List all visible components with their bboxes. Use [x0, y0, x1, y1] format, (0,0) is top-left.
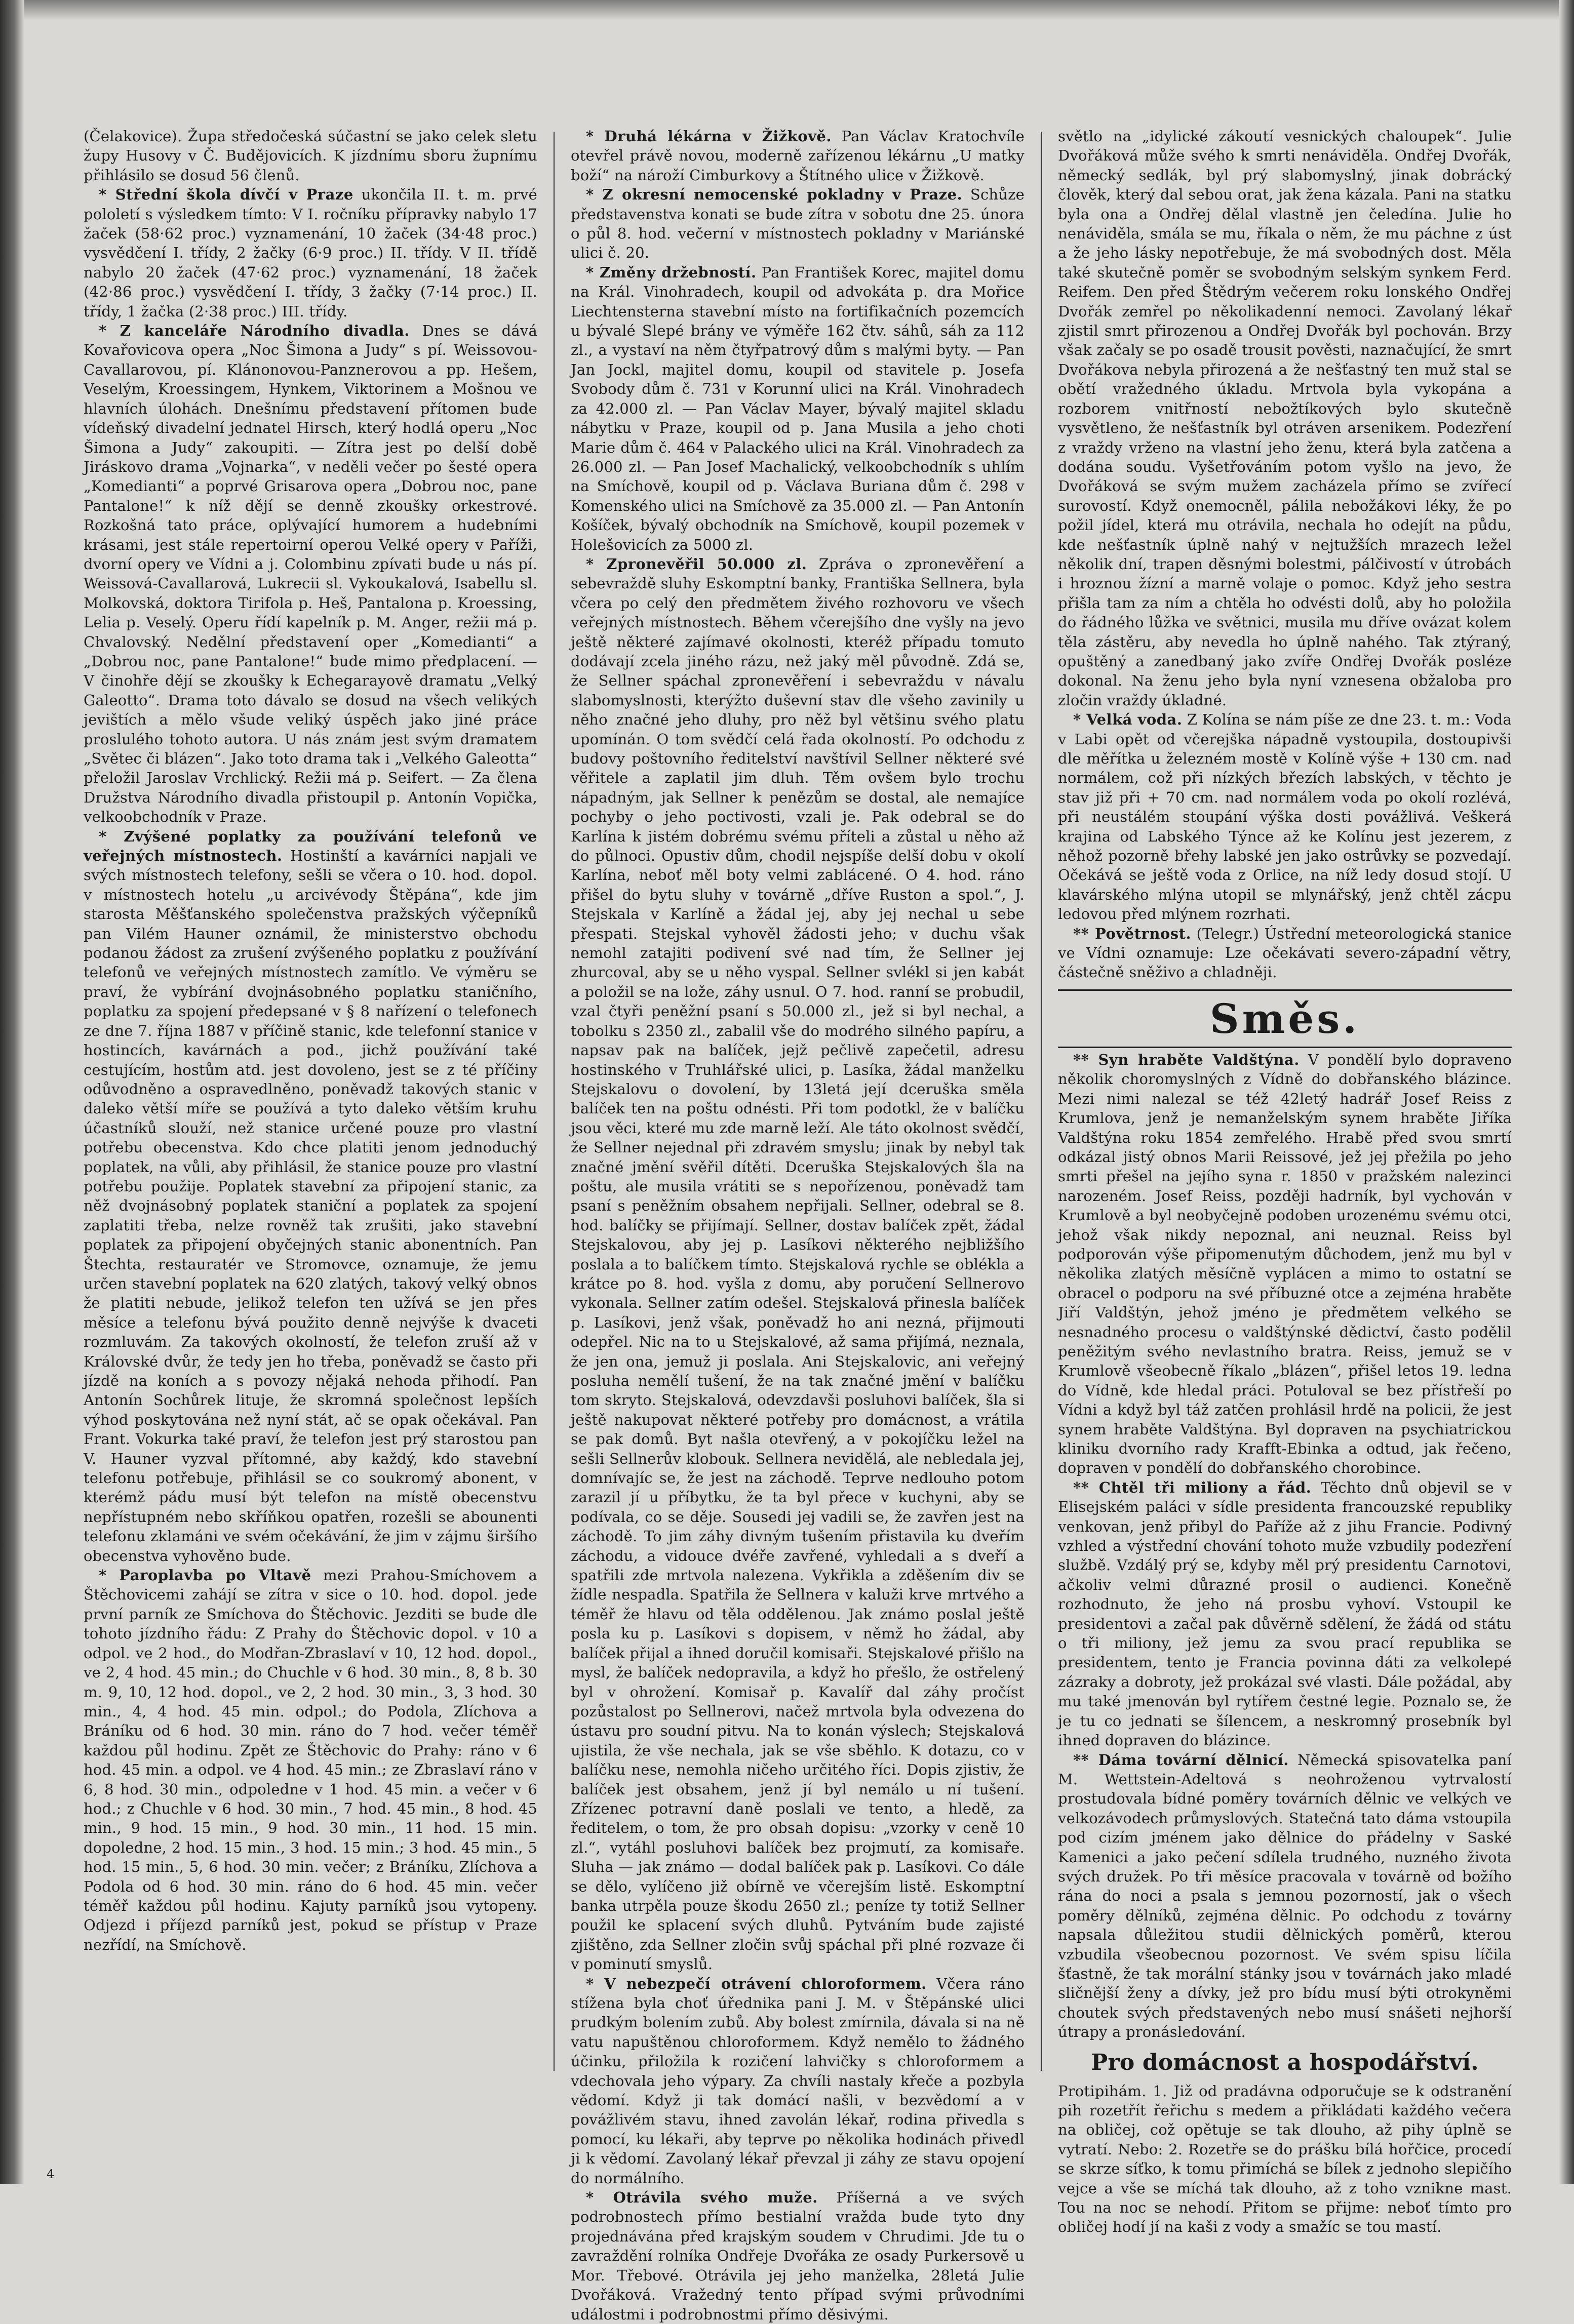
- article-text: (Telegr.) Ústřední meteorologická stanice ve Vídni oznamuje: Lze očekávati severo-západní větry, částečně sněživo a chladněji.: [1058, 925, 1512, 981]
- article-text: Schůze představenstva konati se bude zítra v sobotu dne 25. února o půl 8. hod. večerní v místnostech pokladny v Mariánské ulici č. 20.: [571, 186, 1025, 262]
- article-paragraph: [571, 127, 1025, 185]
- article-headline: ** Syn hraběte Valdštýna.: [1073, 1051, 1300, 1068]
- article-paragraph: [1058, 127, 1512, 710]
- article-text: Těchto dnů objevil se v Elisejském paláci v sídle presidenta francouzské republiky venkovan, jenž přibyl do Paříže až z jihu Francie. Podivný vzhled a výstřední chování tohoto muže vzbudily podezření službě. Vzdálý prý se, kdyby měl prý presidentu Carnotovi, ačkoliv velmi důrazné prosil o audienci. Konečně rozhodnuto, že jeho ná prosbu vyhoví. Vstoupil ke presidentovi a začal pak důvěrně sdělení, že žádá od státu o tři miliony, jež jemu za svou prací republika se presidentem, tento je Francia povinna dáti za velkolepé zázraky a dobroty, jež prokázal své vlasti. Dále požádal, aby mu také jmenován byl rytířem čestné legie. Poznalo se, že je tu co jednati se šílencem, a neskromný prosebník byl ihned dopraven do blázince.: [1058, 1478, 1512, 1749]
- article-headline: ** Povětrnost.: [1073, 925, 1192, 942]
- article-paragraph: [84, 321, 537, 827]
- article-paragraph: [571, 263, 1025, 554]
- column-3: [1058, 127, 1512, 2236]
- article-paragraph: [571, 1974, 1025, 2188]
- article-headline: * Střední škola dívčí v Praze: [99, 186, 353, 204]
- article-text: (Čelakovice). Župa středočeská súčastní se jako celek sletu župy Husovy v Č. Budějovicích. K jízdnímu sboru župnímu přihlásilo se dosud 56 členů.: [84, 128, 537, 184]
- scan-edge-left: [0, 0, 24, 2184]
- article-text: světlo na „idylické zákoutí vesnických chaloupek“. Julie Dvořáková může svého k smrti nenáviděla. Ondřej Dvořák, německý sedlák, byl prý slabomyslný, jinak dobrácký člověk, který dal sebou orat, jak žena kázala. Pani na statku byla ona a Ondřej dělal vlastně jen čeledína. Julie ho nenáviděla, smála se mu, říkala o něm, že mu páchne z úst a že jeho lásky nepotřebuje, že má svobodných dost. Měla také skutečně poměr se svobodným selským synkem Ferd. Reifem. Den před Štědrým večerem roku lonského Ondřej Dvořák zemřel po několikadenní nemoci. Zavolaný lékař zjistil smrt přirozenou a Ondřej Dvořák byl pochován. Brzy však začaly se po osadě trousit pověsti, naznačující, že smrt Dvořákova nebyla přirozená a že nešťastný ten muž stal se obětí vražedného úkladu. Mrtvola byla vykopána a rozborem vnitřností nebožtíkových bylo skutečně vysvětleno, že nešťastník byl otráven arsenikem. Podezření z vraždy vrženo na vlastní jeho ženu, která byla zatčena a dodána soudu. Vyšetřováním potom vyšlo na jevo, že Dvořáková se svým mužem zacházela přímo se zvířecí surovostí. Když onemocněl, pálila nebožákovi léky, že po požil jídel, která mu otrávila, nechala ho odejít na půdu, kde nešťastník úplně nahý v nejtužších mrazech ležel několik dní, trapen děsnými bolestmi, pálčivostí v útrobách i hroznou žízní a marně volaje o pomoc. Když jeho sestra přišla tam za ním a chtěla ho odvésti dolů, aby ho položila do řádného lůžka ve světnici, musila mu dříve ovázat kolem těla zástěru, aby nevedla ho úplně nahého. Tak ztýraný, opuštěný a zanedbaný jako zvíře Ondřej Dvořák posléze dokonal. Na ženu jeho byla nyní vznesena obžaloba pro zločin vraždy úkladné.: [1058, 128, 1512, 709]
- column-3-news: [1058, 127, 1512, 982]
- column-1: [84, 127, 537, 2081]
- column-rule: [1041, 132, 1042, 2071]
- article-headline: * Velká voda.: [1073, 711, 1183, 729]
- article-text: Z Kolína se nám píše ze dne 23. t. m.: Voda v Labi opět od včerejška nápadně vystoupila, dostoupivši dle měřítka u železném mostě v Kolíně výše + 130 cm. nad normálem, což při nízkých březích labských, v těchto je stav již při + 70 cm. nad normálem voda po okolí rozlévá, při neustálém stoupání výška dosti povážlivá. Veškerá krajina od Labského Týnce až ke Kolínu jest jezerem, z něhož pozorně břehy labské jen jako ostrůvky se pozvedají. Očekává se ještě voda z Orlice, na níž ledy dosud stojí. U klavárského mlýna utopil se mlynářský, jenž chtěl zácpu ledovou před mlýnem rozrhati.: [1058, 711, 1512, 923]
- article-headline: * Otrávila svého muže.: [586, 2189, 818, 2207]
- column-3-household: [1058, 2081, 1512, 2237]
- article-paragraph: [571, 2188, 1025, 2324]
- section-title-household: Pro domácnost a hospodářství.: [1091, 2049, 1479, 2075]
- article-text: Protipihám. 1. Již od pradávna odporučuje se k odstranění pih rozetřít řeřichu s medem a přikládati každého večera na obličej, což opětuje se tak dlouho, až pihy úplně se vytratí. Nebo: 2. Rozetře se do prášku bílá hořčice, procedí se skrze síťko, k tomu přimíchá se bílek z jednoho slepičího vejce a vše se míchá tak dlouho, až z toho vznikne mast. Tou na noc se nehodí. Přitom se přijme: neboť tímto pro obličej hodí jí na kaši z vody a smažíc se tou mastí.: [1058, 2082, 1512, 2236]
- column-3-smes: [1058, 1050, 1512, 2042]
- article-text: mezi Prahou-Smíchovem a Štěchovicemi zahájí se zítra v sice o 10. hod. dopol. jede první parník ze Smíchova do Štěchovic. Jezditi se bude dle tohoto jízdního řádu: Z Prahy do Štěchovic dopol. v 10 a odpol. ve 2 hod., do Modřan-Zbraslaví v 10, 12 hod. dopol., ve 2, 4 hod. 45 min.; do Chuchle v 6 hod. 30 min., 8, 8 b. 30 m. 9, 10, 12 hod. dopol., ve 2, 2 hod. 30 min., 3, 3 hod. 30 min., 4, 4 hod. 45 min. odpol.; do Podola, Zlíchova a Bráníku od 6 hod. 30 min. ráno do 7 hod. večer téměř každou půl hodinu. Zpět ze Štěchovic do Prahy: ráno v 6 hod. 45 min. a odpol. ve 4 hod. 45 min.; ze Zbraslaví ráno v 6, 8 hod. 30 min., odpoledne v 1 hod. 45 min. a večer v 6 hod.; z Chuchle v 6 hod. 30 min., 7 hod. 45 min., 8 hod. 45 min., 9 hod. 15 min., 9 hod. 30 min., 11 hod. 15 min. dopoledne, 2 hod. 15 min., 3 hod. 15 min.; 3 hod. 45 min., 5 hod. 15 min., 5, 6 hod. 30 min. večer; z Bráníku, Zlíchova a Podola od 6 hod. 30 min. ráno do 6 hod. 45 min. večer téměř každou půl hodinu. Kajuty parníků jsou vytopeny. Odjezd i příjezd parníků jest, pokud se přístup v Praze nezřídí, na Smíchově.: [84, 1567, 537, 1953]
- article-headline: ** Chtěl tři miliony a řád.: [1073, 1478, 1312, 1496]
- article-paragraph: [84, 827, 537, 1566]
- article-text: Zpráva o zpronevěření a sebevraždě sluhy Eskomptní banky, Františka Sellnera, byla včera po celý den předmětem živého rozhovoru ve všech veřejných místnostech. Během včerejšího dne vyšly na jevo ještě některé zajímavé okolnosti, kteréž případu tomuto dodávají zcela jiného rázu, než jaký měl původně. Zdá se, že Sellner spáchal zpronevěření i sebevraždu v návalu slabomyslnosti, kterýžto duševní stav dle všeho zavinily u něho značné jeho dluhy, pro něž byl většinu svého platu upomínán. O tom svědčí celá řada okolností. Po odchodu z budovy poštovního ředitelství navštívil Sellner některé své věřitele a zaplatil jim dluh. Těm ovšem bylo trochu nápadným, jak Sellner k penězům se dostal, ale nemajíce pochyby o jeho poctivosti, vzali je. Pak odebral se do Karlína k jistém dobrému svému příteli a zůstal u něho až do půlnoci. Opustiv dům, chodil nejspíše delší dobu v okolí Karlína, neboť měl boty velmi zablácené. O 4. hod. ráno přišel do bytu sluhy v továrně „dříve Ruston a spol.“, J. Stejskala v Karlíně a žádal jej, aby jej nechal u sebe přespati. Stejskal vyhověl žádosti jeho; v duchu však nemohl zatajiti podivení své nad tím, že Sellner jej zhurcoval, aby se u něho vyspal. Sellner svlékl si jen kabát a položil se na lože, záhy usnul. O 7. hod. ranní se probudil, vzal čtyři peněžní psaní s 50.000 zl., jež si byl nechal, a tobolku s 2350 zl., zabalil vše do modrého silného papíru, a napsav pak na balíček, jejž pečlivě zapečetil, adresu hostinského v Truhlářské ulici, p. Lasíka, žádal manželku Stejskalovu o dovolení, by 13letá její dceruška směla balíček ten na poštu odnésti. Při tom podotkl, že v balíčku jsou věci, které mu zde marně leží. Ale táto okolnost svědčí, že Sellner nejednal při zdravém smyslu; jinak by nebyl tak značné jmění svěřil dítěti. Dceruška Stejskalových šla na poštu, ale musila vrátiti se s nepořízenou, poněvadž tam psaní s peněžním obsahem nepřijali. Sellner, odebral se 8. hod. balíčky se přijímají. Sellner, dostav balíček zpět, žádal Stejskalovou, aby jej p. Lasíkovi některého nejbližšího poslala a to balíčkem tímto. Stejskalová rychle se oblékla a krátce po 8. hod. vyšla z domu, aby poručení Sellnerovo vykonala. Sellner zatím odešel. Stejskalová přinesla balíček p. Lasíkovi, jenž však, poněvadž ho ani nezná, přijmouti odepřel. Nic na to u Stejskalové, až sama přijímá, neznala, že jen ona, jemuž ji poslala. Ani Stejskalovic, ani veřejný posluha nemělí tušení, že na tak značné jmění v balíčku tom skryto. Stejskalová, odevzdavši posluhovi balíček, šla si ještě nakupovat některé potřeby pro domácnost, a vrátila se pak domů. Byt našla otevřený, a v pokojíčku ležel na sešli Sellnerův klobouk. Sellnera nevidělá, ale nebledala jej, domnívajíc se, že jest na záchodě. Teprve nedlouho potom zarazil jí u příbytku, že ta byl přece v kuchyni, aby se podívala, co se děje. Sousedi jej vadili se, že zavřen jest na záchodě. To jim záhy divným tušením přistavila ku dveřím záchodu, a vidouce dvéře zavřené, vyhledali a s dveří a spatřili zde mrtvola nalezena. Vykřikla a zděšením div se žídle nespadla. Spatřila že Sellnera v kaluži krve mrtvého a téměř že hlavu od těla oddělenou. Jak známo poslal ještě posla ku p. Lasíkovi s dopisem, v němž ho žádal, aby balíček přijal a ihned doručil komisaři. Stejskalové přišlo na mysl, že balíček nedopravila, a když ho přešlo, že ostřelený byl v ohrožení. Komisař p. Kavalíř dal záhy pročíst pozůstalost po Sellnerovi, načež mrtvola byla odvezena do ústavu pro soudní pitvu. Na to konán výslech; Stejskalová ujistila, že vše nechala, jak se vše sběhlo. K dotazu, co v balíčku nese, nemohla ničeho určitého říci. Dopis zjistiv, že balíček jest obsahem, jenž jí byl nemálo u ní tušení. Zřízenec potravní daně poslali ve tento, a hledě, za ředitelem, o tom, že pro obsah dopisu: „vzorky v ceně 10 zl.“, vytáhl posluhovi balíček bez projmutí, za komisaře. Sluha — jak známo — dodal balíček pak p. Lasíkovi. Co dále se dělo, vylíčeno již obírně ve včerejším listě. Eskomptní banka utrpěla pouze škodu 2650 zl.; peníze ty totiž Sellner použil ke splacení svých dluhů. Pytváním bude zajisté zjištěno, zda Sellner zločin svůj spáchal při plné rozvaze či v pominutí smyslů.: [571, 555, 1025, 1973]
- newspaper-page: [84, 127, 1512, 2323]
- article-text: Včera ráno stížena byla choť úřednika pani J. M. v Štěpánské ulici prudkým bolením zubů. Aby bolest zmírnila, dávala si na ně vatu napuštěnou chloroformem. Když nemělo to žádného účinku, přiložila k rozičení lahvičky s chloroformem a vdechovala jeho výpary. Za chvíli nastaly křeče a pozbyla vědomí. Když ji tak domácí našli, v bezvědomí a v povážlivém stavu, ihned zavolán lékař, rodina přivedla s pomocí, ku lékaři, aby teprve po několika hodinách přivedl ji k vědomí. Zavolaný lékař převzal ji záhy ze stavu opojení do normálního.: [571, 1975, 1025, 2187]
- article-text: Pan Václav Kratochvíle otevřel právě novou, moderně zařízenou lékárnu „U matky boží“ na nároží Cimburkovy a Štítného ulice v Žižkově.: [571, 128, 1025, 184]
- article-paragraph: [84, 1566, 537, 1954]
- column-rule: [554, 132, 555, 2071]
- article-paragraph: [1058, 2081, 1512, 2237]
- article-headline: * Z okresní nemocenské pokladny v Praze.: [586, 186, 963, 204]
- article-paragraph: [1058, 710, 1512, 924]
- article-paragraph: [1058, 924, 1512, 982]
- article-text: ukončila II. t. m. prvé pololetí s výsledkem tímto: V I. ročníku přípravky nabylo 17 žaček (58·62 proc.) vyznamenání, 10 žaček (34·48 proc.) vysvědčení I. třídy, 2 žačky (6·9 proc.) II. třídy. V II. třídě nabylo 20 žaček (47·62 proc.) vyznamenání, 18 žaček (42·86 proc.) vysvědčení I. třídy, 3 žačky (7·14 proc.) II. třídy, 1 žačka (2·38 proc.) III. třídy.: [84, 186, 537, 320]
- article-paragraph: [1058, 1750, 1512, 2042]
- page-mark: 4: [47, 2167, 55, 2181]
- article-headline: * Změny držebností.: [586, 263, 757, 281]
- article-text: Dnes se dává Kovařovicova opera „Noc Šimona a Judy“ s pí. Weissovou-Cavallarovou, pí. Klánonovou-Panznerovou a pp. Hešem, Veselým, Kroessingem, Hynkem, Viktorinem a Mošnou ve hlavních úlohách. Dnešnímu představení přítomen bude vídeňský divadelní jednatel Hirsch, který hodlá operu „Noc Šimona a Judy“ zakoupiti. — Zítra jest po delší době Jiráskovo drama „Vojnarka“, v neděli večer po šesté opera „Komedianti“ a poprvé Grisarova opera „Dobrou noc, pane Pantalone!“ k níž dějí se denně zkoušky orkestrové. Rozkošná tato práce, oplývající humorem a hudebními krásami, jest stále repertoirní operou Velké opery v Paříži, dvorní opery ve Vídni a j. Colombinu zpívati bude u nás pí. Weissová-Cavallarová, Lukrecii sl. Vykoukalová, Isabellu sl. Molkovská, doktora Tirifola p. Heš, Pantalona p. Kroessing, Lelia p. Veselý. Operu řídí kapelník p. M. Anger, režii má p. Chvalovský. Nedělní představení oper „Komedianti“ a „Dobrou noc, pane Pantalone!“ bude mimo předplacení. — V činohře dějí se zkoušky k Echegarayově dramatu „Velký Galeotto“. Drama toto dávalo se dosud na všech velikých jevištích a mělo všude veliký úspěch jako jiné práce proslulého tohoto autora. U nás znám jest svým dramatem „Světec či blázen“. Jako toto drama tak i „Velkého Galeotta“ přeložil Jaroslav Vrchlický. Režii má p. Seifert. — Za člena Družstva Národního divadla přistoupil p. Antonín Vopička, velkoobchodník v Praze.: [84, 322, 537, 826]
- article-paragraph: [571, 554, 1025, 1974]
- scan-edge-right: [1559, 0, 1574, 2184]
- scan-edge-top: [0, 0, 1574, 20]
- article-paragraph: [84, 185, 537, 321]
- article-paragraph: [1058, 1478, 1512, 1750]
- article-text: Hostinští a kavárníci napjali ve svých místnostech telefony, sešli se včera o 10. hod. dopol. v místnostech hotelu „u arcivévody Štěpána“, kde jim starosta Měšťanského společenstva pražských výčepníků pan Vilém Hauner oznámil, že ministerstvo obchodu podanou žádost za zrušení zvýšeného poplatku z používání telefonů ve veřejných místnostech zamítlo. Ve výměru se praví, že vybírání dvojnásobného poplatku staničního, poplatku za spojení předepsané v § 8 nařízení o telefonech ze dne 7. října 1887 v příčině stanic, kde telefonní stanice v hostincích, kavárnách a pod., jichž používání také cestujícím, hostům atd. jest dovoleno, jest se z té příčiny odůvodněno a ospravedlněno, poněvadž takových stanic v daleko větší míře se používá a tyto daleko větším kruhu účastníků slouží, než stanice určené pouze pro vlastní potřebu obecenstva. Kdo chce platiti jenom jednoduchý poplatek, na vůli, aby přihlásil, že stanice pouze pro vlastní potřebu použije. Poplatek stavební za připojení stanic, za něž dvojnásobný poplatek staniční a poplatek za spojení zaplatiti třeba, nelze rovněž tak zrušiti, jako stavební poplatek za připojení obyčejných stanic abonentních. Pan Štechta, restauratér ve Stromovce, oznamuje, že jemu určen stavební poplatek na 620 zlatých, takový velký obnos že platiti nebude, jelikož telefon ten užívá se jen přes měsíce a telefonu bývá použito denně nejvýše k dvaceti rozmluvám. Za takových okolností, že telefon zruší až v Královské dvůr, že tedy jen ho třeba, poněvadž se často při jízdě na koních a s povozy nějaká nehoda přihodí. Pan Antonín Sochůrek lituje, že skromná společnost lepších výhod poskytována než nyní stát, ač se opak očekával. Pan Frant. Vokurka také praví, že telefon jest prý starostou pan V. Hauner vyzval přítomné, aby každý, kdo stavební telefonu potřebuje, přihlásil se co soukromý abonent, v kterémž pádu musí být telefon na místě obecenstvu nepřístupném nebo skříňkou opatřen, rozešli se abounenti telefonu zklamáni ve svém očekávání, že jim v zájmu širšího obecenstva vyhověno bude.: [84, 847, 537, 1565]
- article-headline: * Druhá lékárna v Žižkově.: [586, 128, 832, 145]
- article-paragraph: [1058, 1050, 1512, 1478]
- article-headline: ** Dáma tovární dělnicí.: [1073, 1751, 1289, 1769]
- article-text: Pan František Korec, majitel domu na Král. Vinohradech, koupil od advokáta p. dra Mořice Liechtensterna stavební místo na fortifikačních pozemcích u bývalé Slepé brány ve výměře 162 čtv. sáhů, sáh za 112 zl., a vystaví na něm čtyřpatrový dům s malými byty. — Pan Jan Jockl, majitel domu, koupil od stavitele p. Josefa Svobody dům č. 731 v Korunní ulici na Král. Vinohradech za 42.000 zl. — Pan Václav Mayer, bývalý majitel skladu nábytku v Praze, koupil od p. Jana Musila a jeho choti Marie dům č. 464 v Palackého ulici na Král. Vinohradech za 26.000 zl. — Pan Josef Machalický, velkoobchodník s uhlím na Smíchově, koupil od p. Václava Buriana dům č. 298 v Komenského ulici na Smíchově za 35.000 zl. — Pan Antonín Košíček, bývalý obchodník na Smíchově, koupil pozemek v Holešovicích za 5000 zl.: [571, 263, 1025, 553]
- article-text: Německá spisovatelka paní M. Wettstein-Adeltová s neohroženou vytrvalostí prostudovala bídné poměry továrních dělnic ve velkých ve velkozávodech průmyslových. Statečná tato dáma vstoupila pod cizím jménem jako dělnice do přádelny v Saské Kamenici a jako pečení sdílela trudného, nuzného života svých družek. Po tři měsíce pracovala v továrně od božího rána do noci a psala s jemnou pozorností, jak o všech poměry dělníků, zejména dělnic. Po odchodu z továrny napsala důležitou studii dělnických poměrů, kterou vzbudila všeobecnou pozornost. Ve svém spisu líčila šťastně, že tak morální stánky jsou v továrnách jako mladé sličnější ženy a dívky, jež pro bídu musí býti otrokyněmi choutek svých představených nebo musí snášeti nejhorší útrapy a pronásledování.: [1058, 1751, 1512, 2041]
- article-headline: * Zvýšené poplatky za používání telefonů ve veřejných místnostech.: [84, 827, 537, 865]
- article-paragraph: [84, 127, 537, 185]
- article-text: V pondělí bylo dopraveno několik choromyslných z Vídně do dobřanského blázince. Mezi nimi nalezal se též 42letý hadrář Josef Reiss z Krumlova, jenž je nemanželským synem hraběte Jiříka Valdštýna roku 1854 zemřelého. Hrabě před svou smrtí odkázal jistý obnos Marii Reissové, jež jej přežila po jeho smrti přešel na jejího syna r. 1850 v pražském nalezinci narozeném. Josef Reiss, později hadrník, byl vychován v Krumlově a byl neobyčejně podoben urozenému svému otci, jehož však nikdy nepoznal, ani neuznal. Reiss byl podporován výše připomenutým důchodem, jenž mu byl v několika zlatých měsíčně vyplácen a mimo to ostatní se obracel o podporu na své příbuzné otce a zejména hraběte Jiří Valdštýn, jehož jméno je předmětem velkého se nesnadného procesu o valdštýnské dědictví, často podělil peněžitým svého nevlastního bratra. Reiss, jemuž se v Krumlově všeobecně říkalo „blázen“, přišel letos 19. ledna do Vídně, kde hledal práci. Potuloval se bez přístřeší po Vídni a když byl táž zatčen prohlásil hrdě na policii, že jest synem hraběte Valdštýna. Byl dopraven na psychiatrickou kliniku dvorního rady Krafft-Ebinka a odtud, jak řečeno, dopraven v pondělí do dobřanského chorobince.: [1058, 1051, 1512, 1477]
- article-headline: * V nebezpečí otrávení chloroformem.: [586, 1975, 927, 1992]
- section-title-smes: Směs.: [1058, 989, 1512, 1048]
- article-paragraph: [571, 185, 1025, 263]
- article-headline: * Z kanceláře Národního divadla.: [99, 322, 410, 340]
- article-headline: * Zpronevěřil 50.000 zl.: [586, 555, 807, 573]
- article-text: Příšerná a ve svých podrobnostech přímo bestialní vražda bude tyto dny projednávána před krajským soudem v Chrudimi. Jde tu o zavraždění rolníka Ondřeje Dvořáka ze osady Purkersově u Mor. Třebové. Otrávila jej jeho manželka, 28letá Julie Dvořáková. Vražedný tento případ svými průvodními událostmi i podrobnostmi přímo děsivými.: [571, 2189, 1025, 2323]
- article-headline: * Paroplavba po Vltavě: [99, 1567, 311, 1584]
- column-2: [571, 127, 1025, 2323]
